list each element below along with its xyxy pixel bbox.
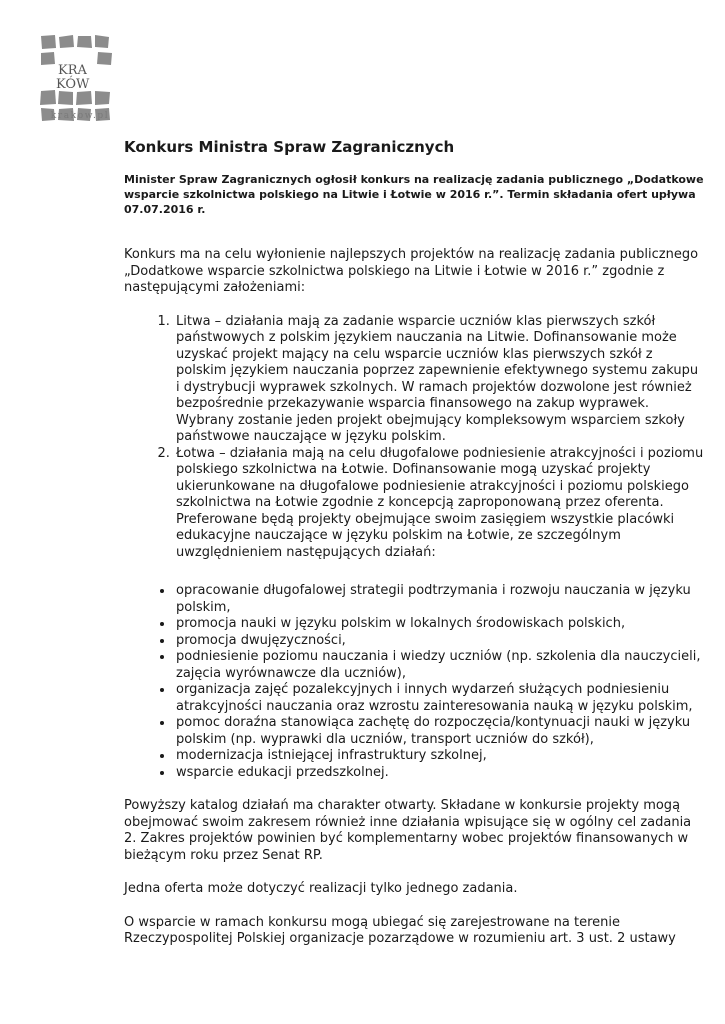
list-item: • podniesienie poziomu nauczania i wiedzy uczniów (np. szkolenia dla nauczycieli, zajęcia wyrównawcze dla uczniów),	[174, 649, 704, 682]
numbered-list	[124, 314, 704, 562]
catalog-paragraph: Powyższy katalog działań ma charakter otwarty. Składane w konkursie projekty mogą obejmować swoim zakresem również inne działania wpisujące się w ogólny cel zadania 2. Zakres projektów powinien być komplementarny wobec projektów finansowanych w bieżącym roku przez Senat RP.	[124, 798, 692, 863]
logo-url: krakow.pl	[50, 111, 110, 121]
list-item: • opracowanie długofalowej strategii podtrzymania i rozwoju nauczania w języku polskim,	[174, 583, 704, 616]
list-item: • modernizacja istniejącej infrastruktury szkolnej,	[174, 748, 704, 765]
lead-paragraph: Minister Spraw Zagranicznych ogłosił konkurs na realizację zadania publicznego „Dodatkowe wsparcie szkolnictwa polskiego na Litwie i Łotwie w 2016 r.”. Termin składania ofert upływa 07.07.2016 r.	[124, 173, 704, 216]
list-item: • promocja nauki w języku polskim w lokalnych środowiskach polskich,	[174, 616, 704, 633]
article	[124, 136, 704, 948]
list-item: • organizacja zajęć pozalekcyjnych i innych wydarzeń służących podniesieniu atrakcyjności nauczania oraz wzrostu zainteresowania nauką w języku polskim,	[174, 682, 704, 715]
one-offer-paragraph: Jedna oferta może dotyczyć realizacji tylko jednego zadania.	[124, 881, 518, 896]
list-item: • wsparcie edukacji przedszkolnej.	[174, 765, 704, 782]
activities-list	[124, 583, 704, 781]
eligibility-paragraph: O wsparcie w ramach konkursu mogą ubiegać się zarejestrowane na terenie Rzeczypospolitej Polskiej organizacje pozarządowe w rozumieniu art. 3 ust. 2 ustawy	[124, 914, 676, 946]
page-title: Konkurs Ministra Spraw Zagranicznych	[124, 138, 455, 156]
list-item: • pomoc doraźna stanowiąca zachętę do rozpoczęcia/kontynuacji nauki w języku polskim (np. wyprawki dla uczniów, transport uczniów do szkół),	[174, 715, 704, 748]
numbered-item-latvia: 2. Łotwa – działania mają na celu długofalowe podniesienie atrakcyjności i poziomu polskiego szkolnictwa na Łotwie. Dofinansowanie mogą uzyskać projekty ukierunkowane na długofalowe podniesienie atrakcyjności i poziomu polskiego szkolnictwa na Łotwie zgodnie z koncepcją zaproponowaną przez oferenta. Preferowane będą projekty obejmujące swoim zasięgiem wszystkie placówki edukacyjne nauczające w języku polskim na Łotwie, ze szczególnym uwzględnieniem następujących działań:	[174, 446, 704, 562]
numbered-item-lithuania: 1. Litwa – działania mają za zadanie wsparcie uczniów klas pierwszych szkół państwowych z polskim językiem nauczania na Litwie. Dofinansowanie może uzyskać projekt mający na celu wsparcie uczniów klas pierwszych szkół z polskim językiem nauczania poprzez zapewnienie efektywnego systemu zakupu i dystrybucji wyprawek szkolnych. W ramach projektów dozwolone jest również bezpośrednie przekazywanie wsparcia finansowego na zakup wyprawek. Wybrany zostanie jeden projekt obejmujący kompleksowym wsparciem szkoły państwowe nauczające w języku polskim.	[174, 314, 704, 446]
svg-text:KRA: KRA	[58, 63, 87, 78]
svg-text:KÓW: KÓW	[56, 77, 90, 92]
intro-paragraph: Konkurs ma na celu wyłonienie najlepszych projektów na realizację zadania publicznego „Dodatkowe wsparcie szkolnictwa polskiego na Litwie i Łotwie w 2016 r.” zgodnie z następującymi założeniami:	[124, 247, 699, 295]
list-item: • promocja dwujęzyczności,	[174, 633, 704, 650]
